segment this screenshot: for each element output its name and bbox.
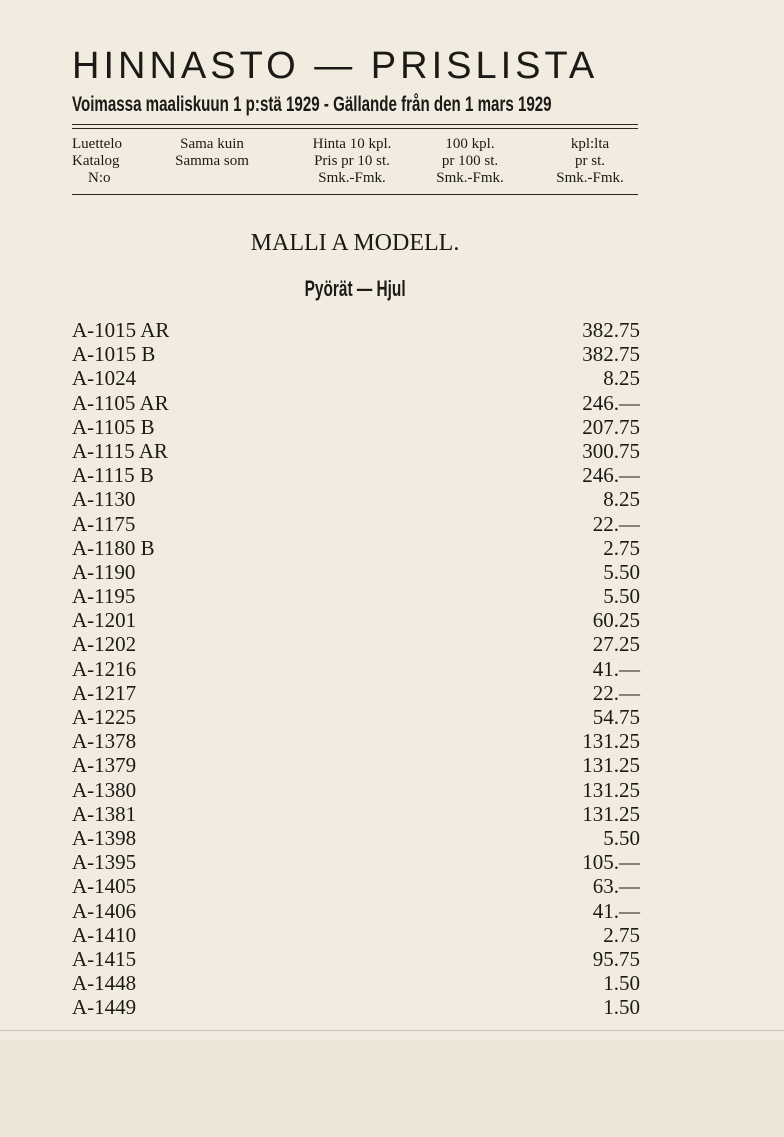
list-item: [72, 487, 640, 511]
item-price: 5.50: [603, 584, 640, 609]
header-bottom-rule: [72, 194, 638, 195]
column-header-catalog: [72, 136, 142, 187]
item-price: 246.—: [582, 390, 640, 415]
item-code: A-1406: [72, 898, 137, 923]
list-item: [72, 342, 640, 366]
list-item: [72, 778, 640, 802]
item-price: 60.25: [592, 608, 640, 633]
item-price: 22.—: [592, 680, 640, 705]
list-item: [72, 512, 640, 536]
item-price: 131.25: [582, 801, 640, 826]
item-price: 41.—: [592, 898, 640, 923]
item-price: 131.25: [582, 777, 640, 802]
column-header-price-100: [418, 136, 522, 187]
price-list: [72, 318, 640, 1019]
item-code: A-1225: [72, 705, 137, 729]
item-code: A-1130: [72, 487, 136, 512]
item-price: 5.50: [603, 559, 640, 584]
column-header-price-10: [290, 136, 414, 187]
item-code: A-1180 B: [72, 535, 155, 560]
item-price: 2.75: [603, 922, 640, 947]
item-price: 8.25: [603, 366, 640, 391]
item-code: A-1395: [72, 850, 137, 875]
item-code: A-1015 B: [72, 342, 156, 367]
list-item: [72, 874, 640, 898]
item-code: A-1024: [72, 366, 137, 391]
column-header-line: pr st.: [575, 153, 605, 169]
column-header-line: Smk.-Fmk.: [556, 170, 624, 186]
item-code: A-1105 AR: [72, 390, 169, 415]
item-price: 131.25: [582, 729, 640, 754]
item-code: A-1175: [72, 511, 136, 536]
column-header-line: [152, 170, 272, 187]
section-subtitle-text: Pyörät — Hjul: [304, 276, 406, 301]
column-header-line: Hinta 10 kpl.: [312, 136, 392, 152]
column-header-line: Smk.-Fmk.: [436, 170, 504, 186]
item-code: A-1405: [72, 874, 137, 899]
item-price: 27.25: [592, 632, 640, 657]
column-header-line: kpl:lta: [570, 136, 610, 152]
column-header-line: Samma som: [175, 153, 249, 169]
column-header-line: Sama kuin: [180, 136, 244, 152]
list-item: [72, 318, 640, 342]
column-header-line: pr 100 st.: [441, 153, 499, 169]
item-code: A-1216: [72, 656, 137, 681]
list-item: [72, 802, 640, 826]
column-header-line: Smk.-Fmk.: [318, 170, 386, 186]
page-fold-line: [0, 1030, 784, 1031]
list-item: [72, 415, 640, 439]
page-title: HINNASTO — PRISLISTA: [72, 45, 599, 87]
section-subtitle: [72, 274, 638, 304]
list-item: [72, 923, 640, 947]
list-item: [72, 560, 640, 584]
item-price: 95.75: [592, 946, 640, 971]
list-item: [72, 850, 640, 874]
item-code: A-1217: [72, 680, 137, 705]
item-code: A-1415: [72, 946, 137, 971]
list-item: [72, 899, 640, 923]
item-price: 2.75: [603, 535, 640, 560]
header-top-rule-double: [72, 128, 638, 129]
list-item: [72, 705, 640, 729]
list-item: [72, 439, 640, 463]
item-price: 1.50: [603, 995, 640, 1020]
list-item: [72, 971, 640, 995]
validity-subtitle: Voimassa maaliskuun 1 p:stä 1929 - Gällande från den 1 mars 1929: [72, 93, 552, 116]
item-price: 131.25: [582, 753, 640, 778]
column-header-line: Luettelo: [72, 136, 122, 152]
column-header-line: 100 kpl.: [445, 136, 495, 152]
item-price: 8.25: [603, 487, 640, 512]
list-item: [72, 947, 640, 971]
item-price: 1.50: [603, 971, 640, 996]
list-item: [72, 826, 640, 850]
item-code: A-1190: [72, 559, 136, 584]
item-code: A-1448: [72, 971, 137, 996]
item-price: 41.—: [592, 656, 640, 681]
list-item: [72, 657, 640, 681]
item-price: 63.—: [592, 874, 640, 899]
item-code: A-1410: [72, 922, 137, 947]
item-code: A-1449: [72, 995, 137, 1020]
page-bottom-margin: [0, 1040, 784, 1137]
list-item: [72, 729, 640, 753]
item-code: A-1381: [72, 801, 137, 826]
item-price: 300.75: [582, 438, 640, 463]
column-header-line: N:o: [88, 170, 111, 186]
item-code: A-1105 B: [72, 414, 155, 439]
item-price: 207.75: [582, 414, 640, 439]
list-item: [72, 584, 640, 608]
item-code: A-1378: [72, 729, 137, 754]
list-item: [72, 608, 640, 632]
item-price: 105.—: [582, 850, 640, 875]
list-item: [72, 463, 640, 487]
item-code: A-1115 AR: [72, 438, 168, 463]
item-code: A-1398: [72, 825, 137, 850]
item-code: A-1015 AR: [72, 318, 170, 342]
item-code: A-1195: [72, 584, 136, 609]
list-item: [72, 632, 640, 656]
item-code: A-1202: [72, 632, 137, 657]
list-item: [72, 681, 640, 705]
column-header-line: Katalog: [72, 153, 120, 169]
column-header-price-each: [540, 136, 640, 187]
list-item: [72, 536, 640, 560]
item-price: 54.75: [592, 705, 640, 729]
list-item: [72, 366, 640, 390]
section-title: MALLI A MODELL.: [250, 230, 460, 256]
item-code: A-1379: [72, 753, 137, 778]
item-price: 246.—: [582, 463, 640, 488]
item-price: 22.—: [592, 511, 640, 536]
item-code: A-1115 B: [72, 463, 154, 488]
list-item: [72, 753, 640, 777]
column-header-line: Pris pr 10 st.: [314, 153, 390, 169]
item-code: A-1380: [72, 777, 137, 802]
list-item: [72, 995, 640, 1019]
list-item: [72, 391, 640, 415]
column-header-same-as: [152, 136, 272, 187]
item-price: 5.50: [603, 825, 640, 850]
item-price: 382.75: [582, 318, 640, 342]
header-top-rule: [72, 124, 638, 125]
item-code: A-1201: [72, 608, 137, 633]
item-price: 382.75: [582, 342, 640, 367]
